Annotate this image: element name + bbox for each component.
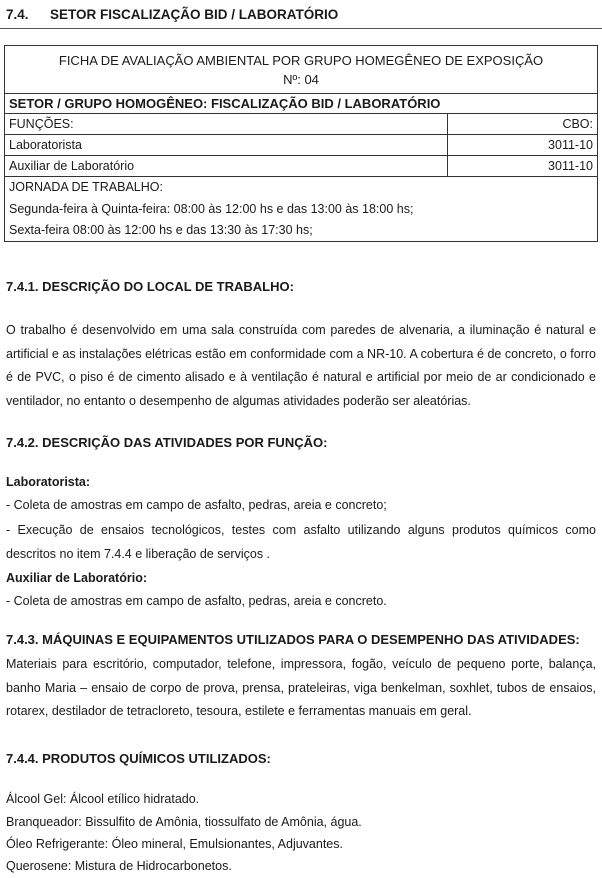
produto-item: Óleo Refrigerante: Óleo mineral, Emulsionantes, Adjuvantes.: [6, 837, 343, 851]
heading-7-4-3: 7.4.3. MÁQUINAS E EQUIPAMENTOS UTILIZADOS PARA O DESEMPENHO DAS ATIVIDADES:: [6, 632, 580, 647]
cbo-label: CBO:: [448, 114, 598, 135]
funcao-name: Auxiliar de Laboratório: [5, 156, 448, 177]
produto-item: Álcool Gel: Álcool etílico hidratado.: [6, 792, 200, 806]
atividade-item: - Coleta de amostras em campo de asfalto, pedras, areia e concreto.: [6, 594, 387, 608]
funcao-cbo: 3011-10: [448, 135, 598, 156]
atividade-item: - Execução de ensaios tecnológicos, testes com asfalto utilizando alguns produtos químicos como descritos no item 7.4.4 e liberação de serviços .: [6, 523, 596, 561]
section-number: 7.4.: [6, 7, 29, 22]
paragraph-local-trabalho: O trabalho é desenvolvido em uma sala construída com paredes de alvenaria, a iluminação é natural e artificial e as instalações elétricas estão em conformidade com a NR-10. A cobertura é de concreto, o forro é de PVC, o piso é de cimento alisado e à ventilação é natural e artificial por meio de ar condicionado e ventilador, no entanto o desempenho de algumas atividades poderão ser aleatórias.: [6, 323, 596, 408]
heading-7-4-4: 7.4.4. PRODUTOS QUÍMICOS UTILIZADOS:: [6, 751, 271, 766]
ficha-number: Nº: 04: [283, 71, 319, 87]
heading-7-4-2: 7.4.2. DESCRIÇÃO DAS ATIVIDADES POR FUNÇÃO:: [6, 435, 328, 450]
funcao-title-laboratorista: Laboratorista:: [6, 475, 91, 489]
produto-item: Querosene: Mistura de Hidrocarbonetos.: [6, 859, 232, 873]
produto-item: Branqueador: Bissulfito de Amônia, tiossulfato de Amônia, água.: [6, 815, 362, 829]
ficha-title: FICHA DE AVALIAÇÃO AMBIENTAL POR GRUPO HOMEGÊNEO DE EXPOSIÇÃO: [58, 52, 544, 68]
funcoes-label: FUNÇÕES:: [5, 114, 448, 135]
jornada-line: Segunda-feira à Quinta-feira: 08:00 às 12:00 hs e das 13:00 às 18:00 hs;: [5, 198, 598, 220]
ficha-table: [4, 45, 598, 242]
setor-label: SETOR / GRUPO HOMOGÊNEO: FISCALIZAÇÃO BID / LABORATÓRIO: [5, 94, 598, 114]
jornada-line: Sexta-feira 08:00 às 12:00 hs e das 13:30 às 17:30 hs;: [5, 220, 598, 242]
funcao-cbo: 3011-10: [448, 156, 598, 177]
paragraph-maquinas: Materiais para escritório, computador, telefone, impressora, fogão, veículo de pequeno porte, balança, banho Maria – ensaio de corpo de prova, prensa, prateleiras, viga benkelman, soxhlet, tubos de ensaios, rotarex, destilador de tetracloreto, tesoura, estilete e ferramentas manuais em geral.: [6, 657, 596, 718]
ficha-title-cell: [5, 46, 598, 94]
section-heading: [6, 7, 338, 22]
divider: [0, 28, 602, 29]
atividade-item: - Coleta de amostras em campo de asfalto, pedras, areia e concreto;: [6, 498, 387, 512]
jornada-label: JORNADA DE TRABALHO:: [5, 177, 598, 198]
funcao-name: Laboratorista: [5, 135, 448, 156]
heading-7-4-1: 7.4.1. DESCRIÇÃO DO LOCAL DE TRABALHO:: [6, 279, 294, 294]
section-title: SETOR FISCALIZAÇÃO BID / LABORATÓRIO: [50, 7, 339, 22]
funcao-title-auxiliar: Auxiliar de Laboratório:: [6, 571, 147, 585]
